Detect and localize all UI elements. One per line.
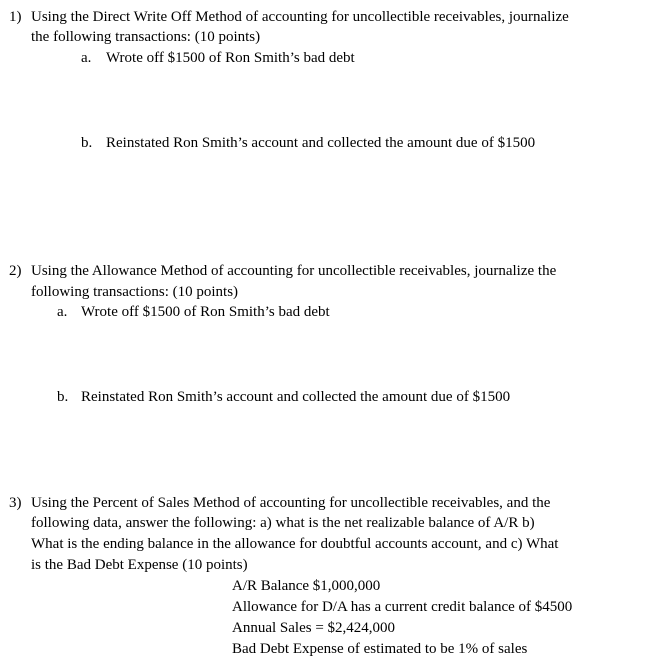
question-3-prompt-line-1: Using the Percent of Sales Method of accounting for uncollectible receivables, and the [31, 495, 551, 511]
question-2-prompt-line-2: following transactions: (10 points) [31, 284, 239, 300]
question-3-prompt-line-4: is the Bad Debt Expense (10 points) [31, 557, 248, 573]
question-1-item-a-text: Wrote off $1500 of Ron Smith’s bad debt [106, 50, 355, 66]
question-1-prompt-line-2: the following transactions: (10 points) [31, 29, 261, 45]
question-3-data-ar-balance: A/R Balance $1,000,000 [232, 578, 381, 594]
question-3-data-allowance: Allowance for D/A has a current credit balance of $4500 [232, 599, 573, 615]
question-2-number: 2) [9, 263, 22, 279]
question-3-data-bad-debt-expense: Bad Debt Expense of estimated to be 1% of sales [232, 641, 528, 657]
question-3-prompt-line-2: following data, answer the following: a) what is the net realizable balance of A/R b) [31, 515, 535, 531]
question-2-item-a-text: Wrote off $1500 of Ron Smith’s bad debt [81, 304, 330, 320]
question-1-prompt-line-1: Using the Direct Write Off Method of accounting for uncollectible receivables, journalize [31, 9, 569, 25]
question-3-data-annual-sales: Annual Sales = $2,424,000 [232, 620, 396, 636]
question-3-number: 3) [9, 495, 22, 511]
question-1-item-a-letter: a. [81, 50, 92, 66]
question-1-item-b-letter: b. [81, 135, 93, 151]
question-2-item-b-letter: b. [57, 389, 69, 405]
question-1-item-b-text: Reinstated Ron Smith’s account and collected the amount due of $1500 [106, 135, 536, 151]
question-1-number: 1) [9, 9, 22, 25]
question-2-item-b-text: Reinstated Ron Smith’s account and collected the amount due of $1500 [81, 389, 511, 405]
question-3-prompt-line-3: What is the ending balance in the allowance for doubtful accounts account, and c) What [31, 536, 559, 552]
question-2-item-a-letter: a. [57, 304, 68, 320]
question-2-prompt-line-1: Using the Allowance Method of accounting for uncollectible receivables, journalize the [31, 263, 557, 279]
